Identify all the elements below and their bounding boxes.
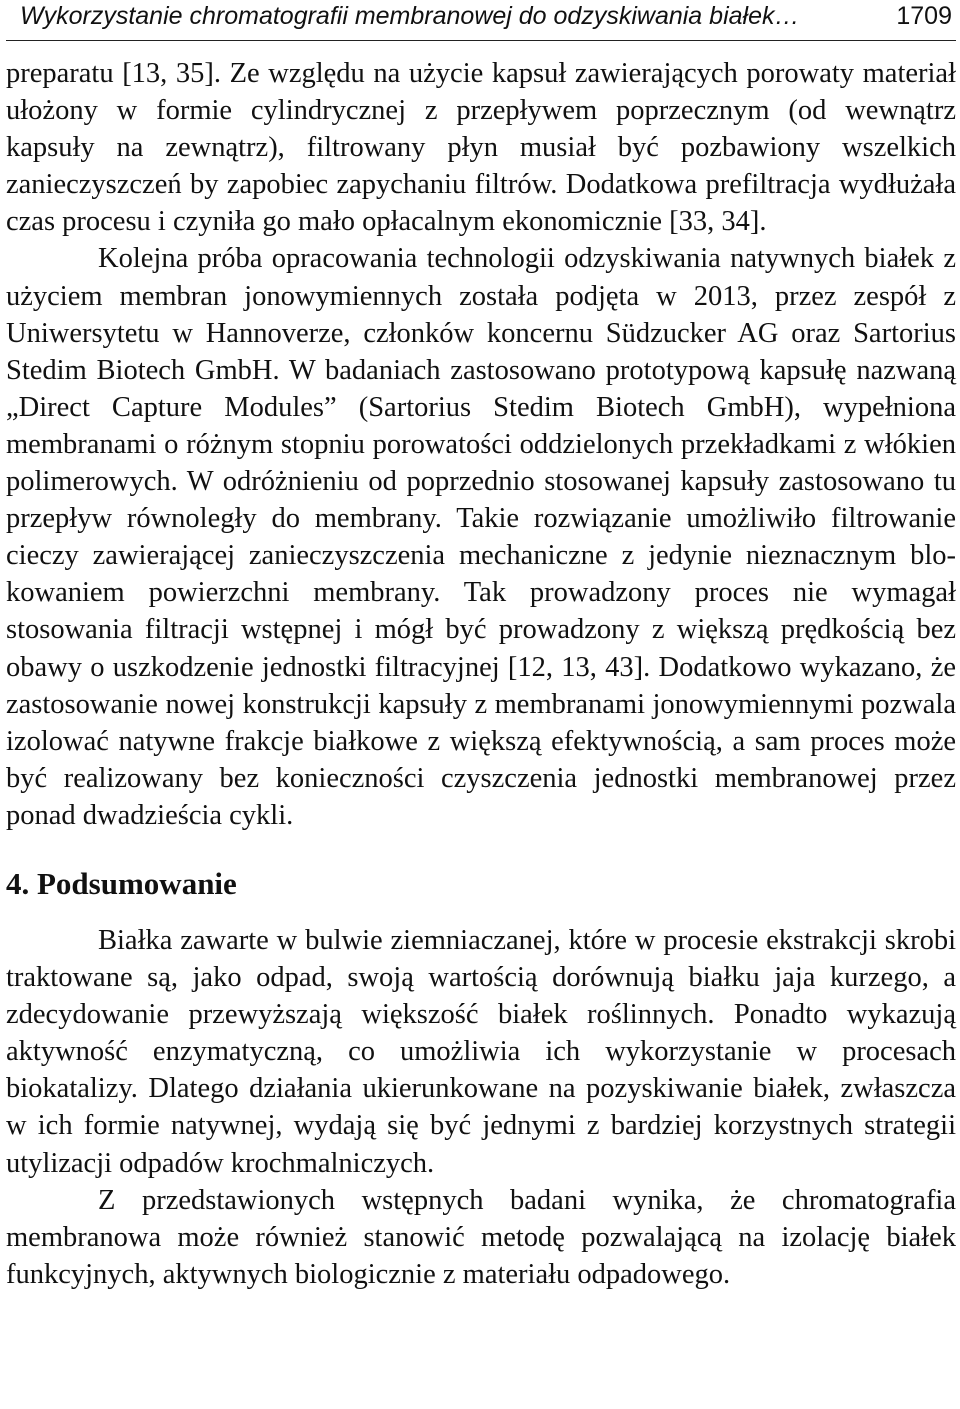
page-number: 1709 [896,2,952,30]
section-heading: 4. Podsumowanie [6,865,237,901]
paragraph-continued: preparatu [13, 35]. Ze względu na użycie kapsuł zawierających porowaty materiał ułożony w formie cylindrycznej z przepływem poprzecznym (od wewnątrz kapsuły na zewnątrz), filtrowany płyn musiał być pozbawiony wszelkich zanieczyszczeń by zapobiec zapychaniu filtrów. Dodatkowa prefiltracja wydłużała czas procesu i czyniła go mało opłacalnym ekonomicznie [33, 34]. [6,58,956,238]
paragraph: Z przedstawionych wstępnych badani wynika, że chromatografia membranowa może również stanowić metodę pozwalającą na izolację białek funkcyjnych, aktywnych biologicznie z materiału odpadowego. [6,1184,956,1290]
body-text [6,55,956,1293]
paragraph: Białka zawarte w bulwie ziemniaczanej, które w procesie ekstrakcji skrobi traktowane są, jako odpad, swoją wartością dorównują białku jaja kurzego, a zdecydowanie przewyższają większość białek roślinnych. Ponadto wykazują aktywność enzymatyczną, co umożliwia ich wykorzystanie w procesach biokatalizy. Dlatego działania ukierunkowane na pozyskiwanie białek, zwłaszcza w ich formie natywnej, wydają się być jednymi z bardziej korzystnych strategii utylizacji odpadów krochmalniczych. [6,924,956,1179]
running-header [6,0,956,41]
running-title: Wykorzystanie chromatografii membranowej do odzyskiwania białek… [20,2,800,30]
paragraph: Kolejna próba opracowania technologii odzyskiwania natywnych białek z użyciem membran jonowymiennych została podjęta w 2013, przez zespół z Uniwersytetu w Hannoverze, członków koncernu Südzucker AG oraz Sartorius Stedim Biotech GmbH. W badaniach zastosowano prototypową kapsułę nazwaną „Direct Capture Modules” (Sartorius Stedim Biotech GmbH), wypełniona membranami o różnym stopniu porowatości oddzielonych przekładkami z włókien polimerowych. W odróżnieniu od poprzednio stosowanej kapsuły zastosowano tu przepływ równoległy do membrany. Takie rozwiązanie umożliwiło filtrowanie cieczy zawierającej zanieczyszczenia mechaniczne z jedynie nieznacznym blokowaniem powierzchni membrany. Tak prowadzony proces nie wymagał stosowania filtracji wstępnej i mógł być prowadzony z większą prędkością bez obawy o uszkodzenie jednostki filtracyjnej [12, 13, 43]. Dodatkowo wykazano, że zastosowanie nowej konstrukcji kapsuły z membranami jonowymiennymi pozwala izolować natywne frakcje białkowe z większą efektywnością, a sam proces może być realizowany bez konieczności czyszczenia jednostki membranowej przez ponad dwadzieścia cykli. [6,243,956,831]
